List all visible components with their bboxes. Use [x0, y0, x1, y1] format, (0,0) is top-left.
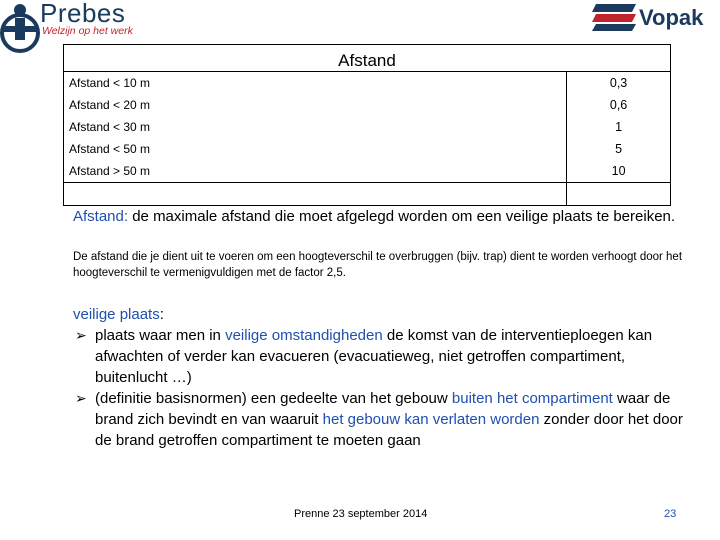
distance-table: [63, 44, 671, 206]
height-note: De afstand die je dient uit te voeren om een hoogteverschil te overbruggen (bijv. trap) dient te worden verhoogt door het hoogteverschil te vermenigvuldigen met de factor 2,5.: [73, 251, 683, 279]
arrow-bullet-icon: ➢: [75, 390, 87, 406]
bullet1-highlight: veilige omstandigheden: [225, 327, 383, 344]
table-row-label: Afstand < 50 m: [69, 142, 151, 156]
vopak-name: Vopak: [639, 5, 704, 30]
bullet2-mid: waar de brand zich bevindt en van waaruit: [95, 390, 671, 428]
prebes-name: Prebes: [40, 0, 126, 28]
table-row-label: Afstand < 10 m: [69, 76, 151, 90]
vopak-logo: [590, 2, 720, 34]
definition-term: Afstand:: [73, 208, 129, 225]
safe-place-section: [73, 304, 683, 451]
table-row-label: Afstand > 50 m: [69, 164, 151, 178]
heading-colon: :: [159, 306, 164, 323]
prebes-tagline: Welzijn op het werk: [42, 25, 133, 37]
table-row-value: 1: [615, 120, 623, 134]
table-row-value: 10: [611, 164, 626, 178]
bullet1-post: de komst van de interventieploegen kan afwachten of verder kan evacueren (evacuatieweg, niet getroffen compartiment, buitenlucht …): [95, 327, 653, 386]
table-row-label: Afstand < 20 m: [69, 98, 151, 112]
value-column: [567, 72, 671, 183]
bullet-item: [73, 388, 683, 451]
bullet2-pre: (definitie basisnormen) een gedeelte van het gebouw: [95, 390, 452, 407]
bullet1-pre: plaats waar men in: [95, 327, 226, 344]
page-number: 23: [664, 508, 677, 520]
distance-definition: [73, 206, 693, 227]
bullet2-post: zonder door het door de brand getroffen compartiment te moeten gaan: [95, 411, 683, 449]
empty-cell: [64, 183, 567, 206]
table-title: Afstand: [338, 51, 396, 70]
table-row-value: 0,3: [609, 76, 628, 90]
prebes-figure-icon: [0, 0, 40, 58]
footer-date: Prenne 23 september 2014: [294, 508, 428, 520]
table-row-label: Afstand < 30 m: [69, 120, 151, 134]
vopak-flag-icon: [590, 2, 638, 32]
table-row-value: 0,6: [609, 98, 628, 112]
table-title-cell: [64, 45, 671, 72]
table-empty-row: [64, 183, 671, 206]
bullet2-highlight2: het gebouw kan verlaten worden: [322, 411, 540, 428]
empty-cell: [567, 183, 671, 206]
table-row-value: 5: [615, 142, 623, 156]
bullet2-highlight1: buiten het compartiment: [451, 390, 613, 407]
safe-place-heading: veilige plaats: [73, 306, 160, 323]
bullet-item: [73, 325, 683, 388]
safe-place-heading-line: [73, 304, 683, 325]
arrow-bullet-icon: ➢: [75, 327, 87, 343]
label-column: [64, 72, 567, 183]
definition-text: de maximale afstand die moet afgelegd worden om een veilige plaats te bereiken.: [128, 208, 676, 225]
